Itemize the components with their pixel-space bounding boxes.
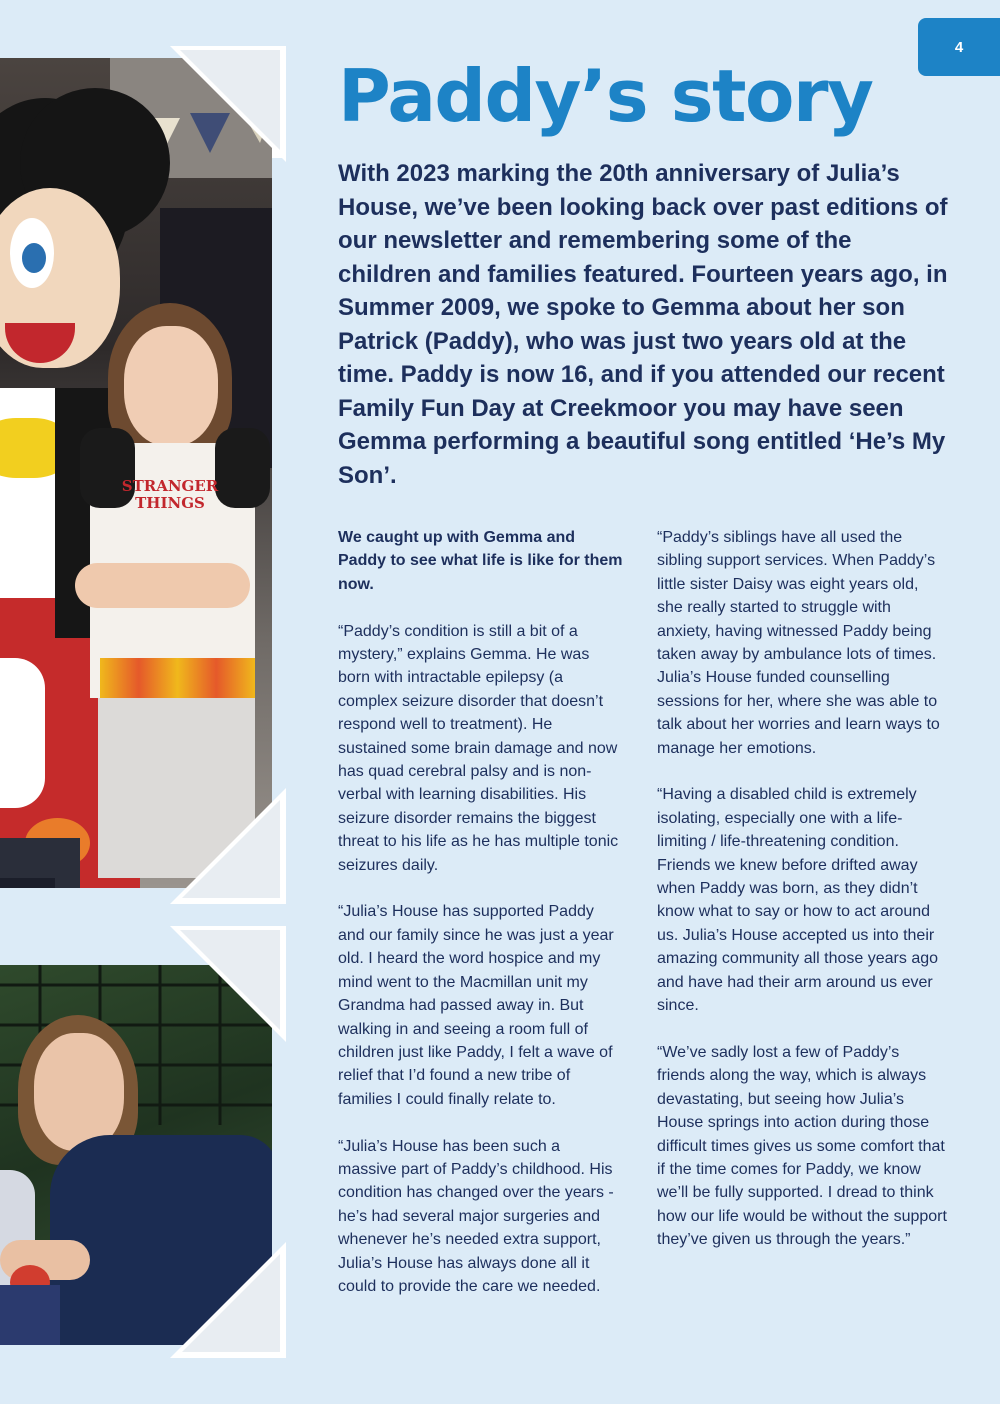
- body-paragraph: “Paddy’s siblings have all used the sibling support services. When Paddy’s little sister Daisy was eight years old, she really started to struggle with anxiety, having witnessed Paddy being taken away by ambulance lots of times. Julia’s House funded counselling sessions for her, where she was able to talk about her worries and learn ways to manage her emotions.: [657, 529, 940, 757]
- body-paragraph: “Having a disabled child is extremely isolating, especially one with a life-limiting / life-threatening condition. Friends we knew before drifted away when Paddy was born, as they didn’t know what to say or how to act around us. Julia’s House accepted us into their amazing community all those years ago and have had their arm around us ever since.: [657, 786, 939, 1015]
- lead-paragraph: We caught up with Gemma and Paddy to see what life is like for them now.: [338, 529, 623, 593]
- gemma-face: [34, 1033, 124, 1151]
- frame-corner-top-right: [170, 46, 286, 162]
- frame-corner-bottom-bottom-right: [170, 1242, 286, 1358]
- article-column-left: [338, 526, 623, 1322]
- frame-corner-bottom-right: [170, 788, 286, 904]
- body-paragraph: “Julia’s House has supported Paddy and our family since he was just a year old. I heard the word hospice and my mind went to the Macmillan unit my Grandma had passed away in. But walking in and seeing a room full of children just like Paddy, I felt a wave of relief that I’d found a new tribe of families I could finally relate to.: [338, 903, 614, 1108]
- body-paragraph: “Paddy’s condition is still a bit of a mystery,” explains Gemma. He was born with intractable epilepsy (a complex seizure disorder that doesn’t respond well to treatment). He sustained some brain damage and now has quad cerebral palsy and is non-verbal with learning disabilities. His seizure disorder remains the biggest threat to his life as he has multiple tonic seizures daily.: [338, 622, 619, 874]
- mascot-and-girl-photo: [0, 58, 272, 888]
- body-paragraph: “Julia’s House has been such a massive part of Paddy’s childhood. His condition has changed over the years - he’s had several major surgeries and whenever he’s needed extra support, Julia’s House has always done all it could to provide the care we needed.: [338, 1137, 614, 1295]
- girl-face: [124, 326, 218, 446]
- page-number-tab: [918, 18, 1000, 76]
- intro-paragraph: With 2023 marking the 20th anniversary of Julia’s House, we’ve been looking back over past editions of our newsletter and remembering some of the children and families featured. Fourteen years ago, in Summer 2009, we spoke to Gemma about her son Patrick (Paddy), who was just two years old at the time. Paddy is now 16, and if you attended our recent Family Fun Day at Creekmoor you may have seen Gemma performing a beautiful song entitled ‘He’s My Son’.: [338, 160, 948, 489]
- body-paragraph: “We’ve sadly lost a few of Paddy’s friends along the way, which is always devastating, but seeing how Julia’s House springs into action during those difficult times gives us some comfort that if the time comes for Paddy, we know we’ll be fully supported. I dread to think how our life would be without the support they’ve given us through the years.”: [657, 1043, 947, 1249]
- article-column-right: [657, 526, 947, 1275]
- page-title: Paddy’s story: [338, 54, 873, 138]
- frame-corner-bottom-top-right: [170, 926, 286, 1042]
- page-number: 4: [954, 38, 964, 56]
- shirt-print: STRANGER THINGS: [121, 477, 219, 512]
